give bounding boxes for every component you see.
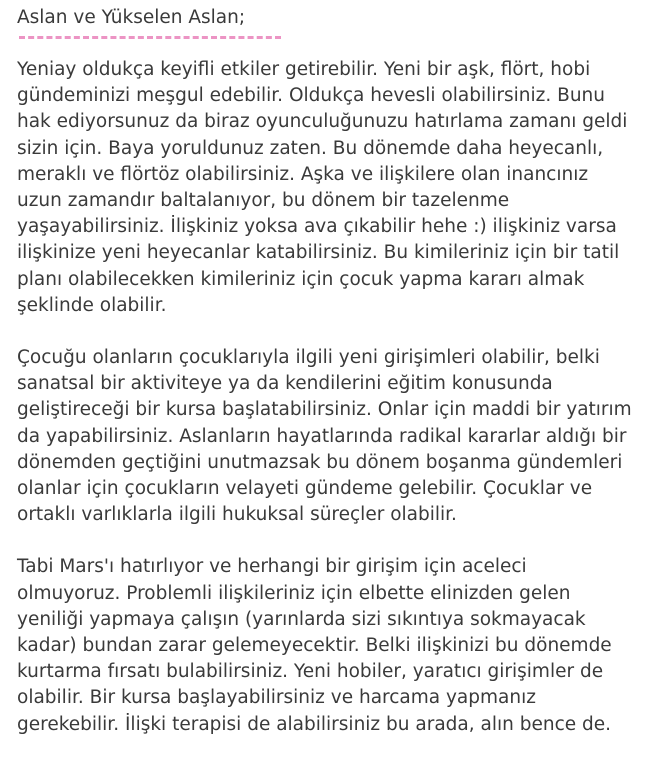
paragraph-2: Çocuğu olanların çocuklarıyla ilgili yeni girişimleri olabilir, belki sanatsal bir aktiviteye ya da kendilerini eğitim konusunda geliştireceği bir kursa başlatabilirsiniz. Onlar için maddi bir yatırım da yapabilirsiniz. Aslanların hayatlarında radikal kararlar aldığı bir dönemden geçtiğini unutmazsak bu dönem boşanma gündemleri olanlar için çocukların velayeti gündeme gelebilir. Çocuklar ve ortaklı varlıklarla ilgili hukuksal süreçler olabilir.: [17, 347, 632, 526]
dashed-divider: [19, 36, 281, 39]
paragraph-1: Yeniay oldukça keyifli etkiler getirebilir. Yeni bir aşk, flört, hobi gündeminizi meşgul edebilir. Oldukça hevesli olabilirsiniz. Bunu hak ediyorsunuz da biraz oyunculuğunuzu hatırlama zamanı geldi sizin için. Baya yoruldunuz zaten. Bu dönemde daha heyecanlı, meraklı ve flörtöz olabilirsiniz. Aşka ve ilişkilere olan inancınız uzun zamandır baltalanıyor, bu dönem bir tazelenme yaşayabilirsiniz. İlişkiniz yoksa ava çıkabilir hehe :) ilişkiniz varsa ilişkinize yeni heyecanlar katabilirsiniz. Bu kimileriniz için bir tatil planı olabilecekken kimileriniz için çocuk yapma kararı almak şeklinde olabilir.: [17, 59, 628, 316]
paragraph-3: Tabi Mars'ı hatırlıyor ve herhangi bir girişim için aceleci olmuyoruz. Problemli ilişkileriniz için elbette elinizden gelen yeniliği yapmaya çalışın (yarınlarda sizi sıkıntıya sokmayacak kadar) bundan zarar gelemeyecektir. Belki ilişkinizi bu dönemde kurtarma fırsatı bulabilirsiniz. Yeni hobiler, yaratıcı girişimler de olabilir. Bir kursa başlayabilirsiniz ve harcama yapmanız gerekebilir. İlişki terapisi de alabilirsiniz bu arada, alın bence de.: [17, 556, 612, 735]
section-heading: Aslan ve Yükselen Aslan;: [17, 7, 246, 28]
